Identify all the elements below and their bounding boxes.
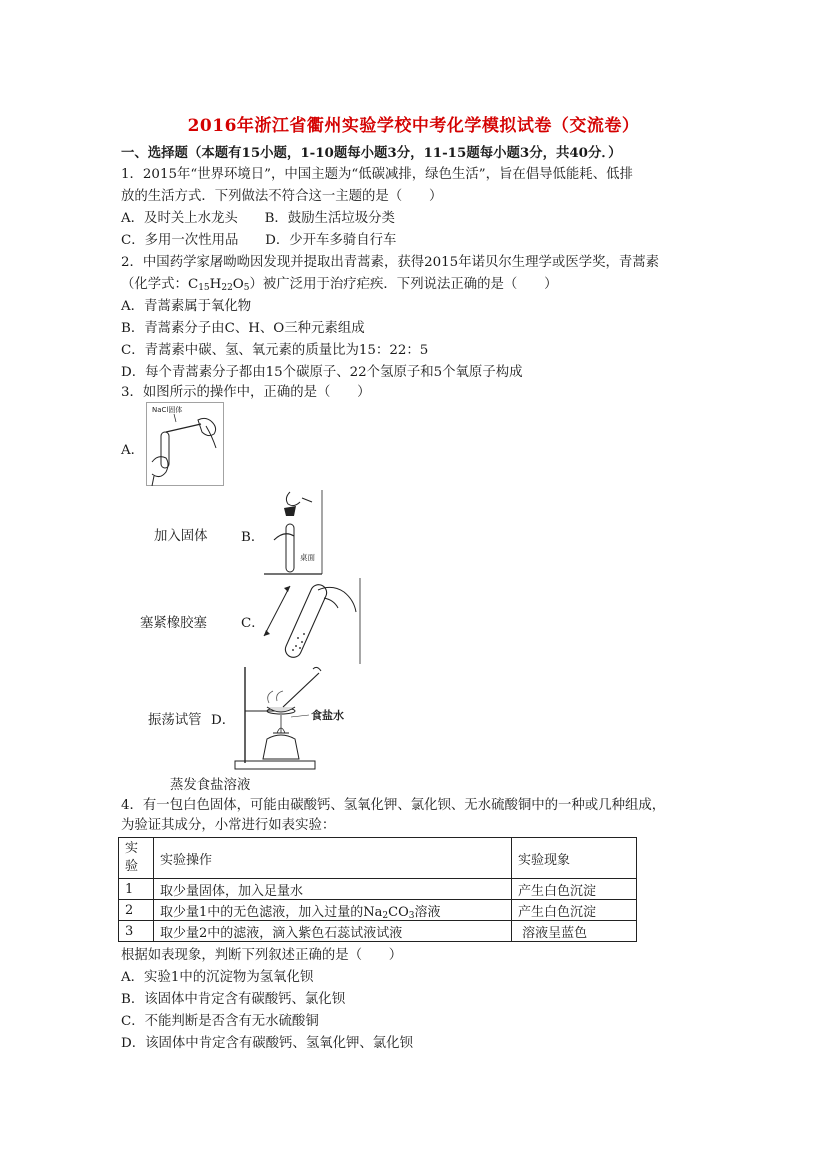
q1-stem-line2: 放的生活方式．下列做法不符合这一主题的是（ ）	[121, 189, 443, 204]
q3-option-d-letter: D．	[211, 713, 236, 728]
table-cell: 产生白色沉淀	[512, 900, 637, 921]
q4-option-b: B．该固体中肯定含有碳酸钙、氯化钡	[121, 992, 346, 1007]
table-cell-text: 溶液	[414, 904, 441, 920]
q3-option-a-letter: A．	[121, 443, 145, 458]
formula-subscript: 5	[243, 283, 250, 293]
formula-subscript: 2	[382, 910, 389, 921]
table-header-cell: 实验现象	[512, 838, 637, 879]
table-cell	[154, 900, 512, 921]
table-header-cell: 实验	[119, 838, 154, 879]
q4-stem-line1: 4．有一包白色固体，可能由碳酸钙、氢氧化钾、氯化钡、无水硫酸铜中的一种或几种组成，	[121, 798, 666, 813]
exam-title: 2016年浙江省衢州实验学校中考化学模拟试卷（交流卷）	[187, 116, 640, 136]
q1-options-cd: C．多用一次性用品 D．少开车多骑自行车	[121, 233, 397, 248]
q4-stem-line2: 为验证其成分，小常进行如表实验：	[121, 818, 336, 833]
q1-options-ab: A．及时关上水龙头 B．鼓励生活垃圾分类	[121, 211, 395, 226]
figure-stopper	[262, 488, 324, 578]
formula-element: O	[232, 277, 244, 292]
q4-option-a: A．实验1中的沉淀物为氢氧化钡	[121, 970, 314, 985]
section-heading: 一、选择题（本题有15小题，1-10题每小题3分，11-15题每小题3分，共40分．）	[121, 145, 622, 161]
table-header-cell: 实验操作	[154, 838, 512, 879]
table-row	[119, 879, 637, 900]
q4-option-d: D．该固体中肯定含有碳酸钙、氢氧化钾、氯化钡	[121, 1036, 413, 1051]
q2-formula-prefix: （化学式：C	[121, 277, 199, 292]
figure-add-solid	[146, 402, 224, 486]
q3-label-d: 蒸发食盐溶液	[170, 778, 251, 793]
q2-stem-line1: 2．中国药学家屠呦呦因发现并提取出青蒿素，获得2015年诺贝尔生理学或医学奖，青蒿素	[121, 255, 660, 270]
formula-element: CO	[388, 904, 409, 920]
table-row	[119, 921, 637, 942]
q4-option-c: C．不能判断是否含有无水硫酸铜	[121, 1014, 319, 1029]
q3-label-c: 振荡试管	[148, 713, 202, 728]
figure-label: NaCl固体	[152, 406, 183, 414]
figure-label: 桌面	[300, 553, 315, 562]
q3-option-b-letter: B．	[241, 530, 265, 545]
table-cell: 3	[119, 921, 154, 942]
q2-option-d: D．每个青蒿素分子都由15个碳原子、22个氢原子和5个氧原子构成	[121, 365, 523, 380]
table-cell-text: 取少量1中的无色滤液，加入过量的Na	[160, 904, 383, 920]
figure-label: 食盐水	[311, 709, 344, 722]
q2-option-c: C．青蒿素中碳、氢、氧元素的质量比为15：22：5	[121, 343, 429, 358]
figure-shaking	[262, 576, 362, 666]
q2-stem-line2	[121, 275, 558, 295]
q2-stem-tail: ）被广泛用于治疗疟疾．下列说法正确的是（ ）	[249, 277, 558, 292]
q2-option-a: A．青蒿素属于氧化物	[121, 299, 252, 314]
formula-subscript: 15	[198, 283, 210, 293]
experiment-table	[118, 837, 637, 942]
q4-question: 根据如表现象，判断下列叙述正确的是（ ）	[121, 948, 403, 963]
table-cell: 溶液呈蓝色	[512, 921, 637, 942]
table-header-row	[119, 838, 637, 879]
table-cell: 取少量固体，加入足量水	[154, 879, 512, 900]
table-cell: 1	[119, 879, 154, 900]
formula-element: H	[209, 277, 222, 292]
q1-stem-line1: 1．2015年“世界环境日”，中国主题为“低碳减排，绿色生活”，旨在倡导低能耗、低排	[121, 167, 633, 182]
table-cell: 2	[119, 900, 154, 921]
q3-option-c-letter: C．	[241, 616, 265, 631]
q2-option-b: B．青蒿素分子由C、H、O三种元素组成	[121, 321, 365, 336]
table-cell: 取少量2中的滤液，滴入紫色石蕊试液试液	[154, 921, 512, 942]
q3-label-a: 加入固体	[154, 529, 208, 544]
table-cell: 产生白色沉淀	[512, 879, 637, 900]
table-row	[119, 900, 637, 921]
formula-subscript: 3	[408, 910, 415, 921]
figure-evaporation	[231, 663, 351, 773]
q3-stem: 3．如图所示的操作中，正确的是（ ）	[121, 385, 371, 400]
formula-subscript: 22	[221, 283, 233, 293]
q3-label-b: 塞紧橡胶塞	[140, 616, 207, 631]
